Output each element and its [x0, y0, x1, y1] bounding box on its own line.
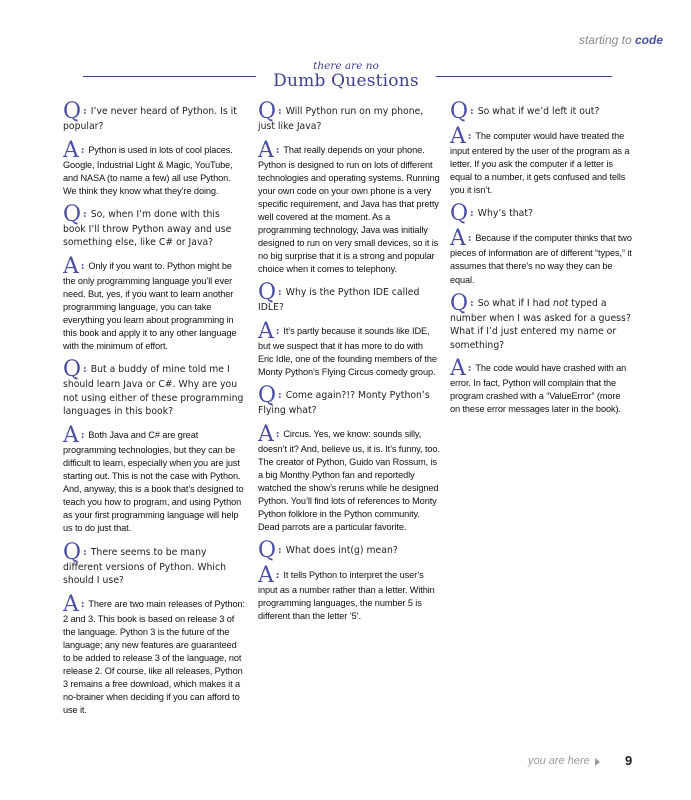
label-colon: :	[467, 131, 472, 142]
question-block	[258, 383, 440, 418]
banner-rule-right	[436, 76, 612, 77]
answer-block	[63, 422, 245, 536]
question-text	[450, 99, 632, 124]
body-text: There seems to be many different versions of Python. Which should I use?	[63, 546, 227, 586]
question-block	[450, 99, 632, 124]
banner-rule-left	[83, 76, 256, 77]
answer-label: A	[258, 421, 274, 447]
answer-block	[258, 318, 440, 379]
answer-text	[450, 226, 632, 286]
label-colon: :	[278, 545, 282, 557]
answer-label: A	[258, 137, 274, 163]
page-number: 9	[625, 753, 633, 768]
body-text: I’ve never heard of Python. Is it popular?	[63, 106, 237, 132]
answer-text	[258, 318, 440, 379]
body-text: What does int(g) mean?	[285, 545, 398, 557]
answer-text	[258, 563, 440, 623]
banner-subtitle: there are no	[313, 60, 379, 72]
answer-block	[258, 137, 440, 277]
question-block	[63, 201, 245, 250]
question-label: Q	[258, 99, 277, 124]
body-text: It tells Python to interpret the user’s input as a number rather than a letter. Within programming languages, the number 5 is different than the letter ‘5’.	[258, 570, 435, 622]
body-text: The computer would have treated the input entered by the user of the program as a letter. If you ask the computer if a letter is equal to a number, it gets confused and tells you it isn’t.	[450, 131, 630, 196]
answer-block	[258, 563, 440, 623]
question-label: Q	[258, 280, 277, 306]
question-text	[63, 539, 245, 588]
label-colon: :	[83, 208, 87, 220]
label-colon: :	[80, 429, 85, 441]
body-text: So what if I had	[477, 297, 554, 309]
answer-label: A	[63, 591, 79, 617]
answer-label: A	[450, 356, 466, 382]
answer-text	[450, 356, 632, 416]
question-label: Q	[63, 539, 82, 565]
body-text: Why’s that?	[477, 208, 533, 220]
question-block	[258, 99, 440, 134]
body-text: Why is the Python IDE called IDLE?	[258, 287, 420, 314]
label-colon: :	[83, 364, 87, 376]
answer-text	[63, 137, 245, 198]
answer-block	[450, 124, 632, 197]
question-label: Q	[450, 201, 469, 227]
question-block	[63, 357, 245, 419]
body-text: The code would have crashed with an error. In fact, Python will complain that the program crashed with a “ValueError” (more on these error messages later in the book).	[450, 363, 627, 415]
body-text: Both Java and C# are great programming technologies, but they can be difficult to learn, especially when you are just starting out. This is not the case with Python. And, anyway, this is a book that’s designed to teach you how to program, and using Python as your first programming language will help us to do just that.	[63, 429, 244, 534]
question-text	[63, 99, 245, 134]
body-text: So what if we’d left it out?	[477, 106, 600, 117]
label-colon: :	[80, 598, 85, 610]
body-text: Circus. Yes, we know: sounds silly, doesn’t it? And, believe us, it is. It’s funny, too. The creator of Python, Guido van Rossum, is a big Monthy Python fan and reportedly watched the show’s reruns while he designed Python. You’ll find lots of references to Monty Python folklore in the Python community. Dead parrots are a particular favorite.	[258, 428, 440, 533]
answer-text	[63, 422, 245, 536]
emphasis-text: not	[553, 297, 569, 309]
answer-text	[258, 137, 440, 277]
body-text: It’s partly because it sounds like IDE, but we suspect that it has more to do with Eric Idle, one of the founding members of the Monty Python’s Flying Circus comedy group.	[258, 325, 437, 378]
label-colon: :	[83, 106, 87, 117]
label-colon: :	[470, 297, 474, 309]
you-are-here-label: you are here	[528, 755, 590, 767]
label-colon: :	[80, 260, 85, 272]
answer-text	[63, 253, 245, 354]
answer-block	[258, 421, 440, 535]
body-text-continued: typed a number when I was asked for a guess? What if I’d just entered my name or something?	[450, 297, 631, 351]
dumb-questions-banner	[0, 58, 691, 98]
label-colon: :	[278, 287, 282, 299]
label-colon: :	[278, 390, 282, 402]
body-text: Python is used in lots of cool places. Google, Industrial Light & Magic, YouTube, and NASA (to name a few) all use Python. We think they know what they’re doing.	[63, 144, 233, 196]
question-label: Q	[258, 538, 277, 564]
question-text	[450, 290, 632, 353]
label-colon: :	[83, 546, 87, 558]
question-block	[450, 290, 632, 353]
label-colon: :	[278, 106, 282, 117]
question-text	[258, 280, 440, 315]
answer-label: A	[258, 563, 274, 589]
label-colon: :	[470, 106, 474, 117]
question-text	[258, 383, 440, 418]
label-colon: :	[275, 325, 280, 337]
question-label: Q	[63, 201, 82, 227]
question-label: Q	[450, 99, 469, 124]
question-label: Q	[450, 290, 469, 316]
question-text	[258, 99, 440, 134]
question-block	[450, 201, 632, 227]
body-text: Only if you want to. Python might be the only programming language you’ll ever need. But, yes, if you want to learn another programming language, you can take everything you learn about programming in this book and apply it to any other language with the minimum of effort.	[63, 260, 237, 352]
question-label: Q	[63, 99, 82, 124]
answer-label: A	[63, 422, 79, 448]
qa-column-2	[258, 99, 440, 633]
body-text: There are two main releases of Python: 2 and 3. This book is based on release 3 of the language. Python 3 is the future of the language; any new features are guaranteed to be added to release 3 of the language, not release 2. Of course, like all releases, Python 3 remains a free download, which makes it a no-brainer when deciding if you can afford to use it.	[63, 598, 245, 716]
qa-column-1	[63, 99, 245, 726]
body-text: That really depends on your phone. Python is designed to run on lots of different technologies and operating systems. Running your own code on your own phone is a very specific requirement, and Java has that pretty well covered at the moment. As a programming technology, Java was initially designed to run on very small devices, so it is no big surprise that it is a strong and popular choice when it comes to telephony.	[258, 144, 440, 275]
answer-label: A	[63, 137, 79, 163]
label-colon: :	[80, 144, 85, 156]
running-header-accent: code	[634, 33, 663, 47]
answer-block	[63, 253, 245, 354]
body-text: But a buddy of mine told me I should learn Java or C#. Why are you not using either of these programming languages in this book?	[63, 364, 244, 418]
answer-text	[450, 124, 632, 197]
running-header	[579, 33, 663, 47]
qa-column-3	[450, 99, 632, 425]
answer-label: A	[258, 318, 274, 344]
body-text: Because if the computer thinks that two pieces of information are of different “types,” it assumes that there’s no way they can be equal.	[450, 233, 632, 285]
label-colon: :	[275, 428, 280, 440]
body-text: Come again?!? Monty Python’s Flying what?	[258, 390, 430, 417]
question-block	[258, 538, 440, 564]
answer-block	[450, 356, 632, 416]
question-label: Q	[63, 357, 82, 383]
answer-text	[63, 591, 245, 718]
answer-text	[258, 421, 440, 535]
question-text	[258, 538, 440, 564]
label-colon: :	[275, 144, 280, 156]
answer-label: A	[63, 253, 79, 279]
question-text	[63, 357, 245, 419]
body-text: Will Python run on my phone, just like Java?	[258, 106, 424, 132]
answer-block	[63, 137, 245, 198]
answer-label: A	[450, 124, 466, 149]
question-label: Q	[258, 383, 277, 409]
question-block	[258, 280, 440, 315]
label-colon: :	[467, 233, 472, 245]
question-block	[63, 99, 245, 134]
answer-block	[450, 226, 632, 286]
question-text	[450, 201, 632, 227]
label-colon: :	[470, 208, 474, 220]
label-colon: :	[467, 363, 472, 375]
question-text	[63, 201, 245, 250]
label-colon: :	[275, 570, 280, 582]
body-text: So, when I’m done with this book I’ll throw Python away and use something else, like C# or Java?	[63, 208, 232, 249]
question-block	[63, 539, 245, 588]
running-header-prefix: starting to	[578, 33, 632, 47]
triangle-arrow-icon	[595, 758, 600, 766]
answer-label: A	[450, 226, 466, 252]
banner-title: Dumb Questions	[273, 71, 419, 91]
answer-block	[63, 591, 245, 718]
